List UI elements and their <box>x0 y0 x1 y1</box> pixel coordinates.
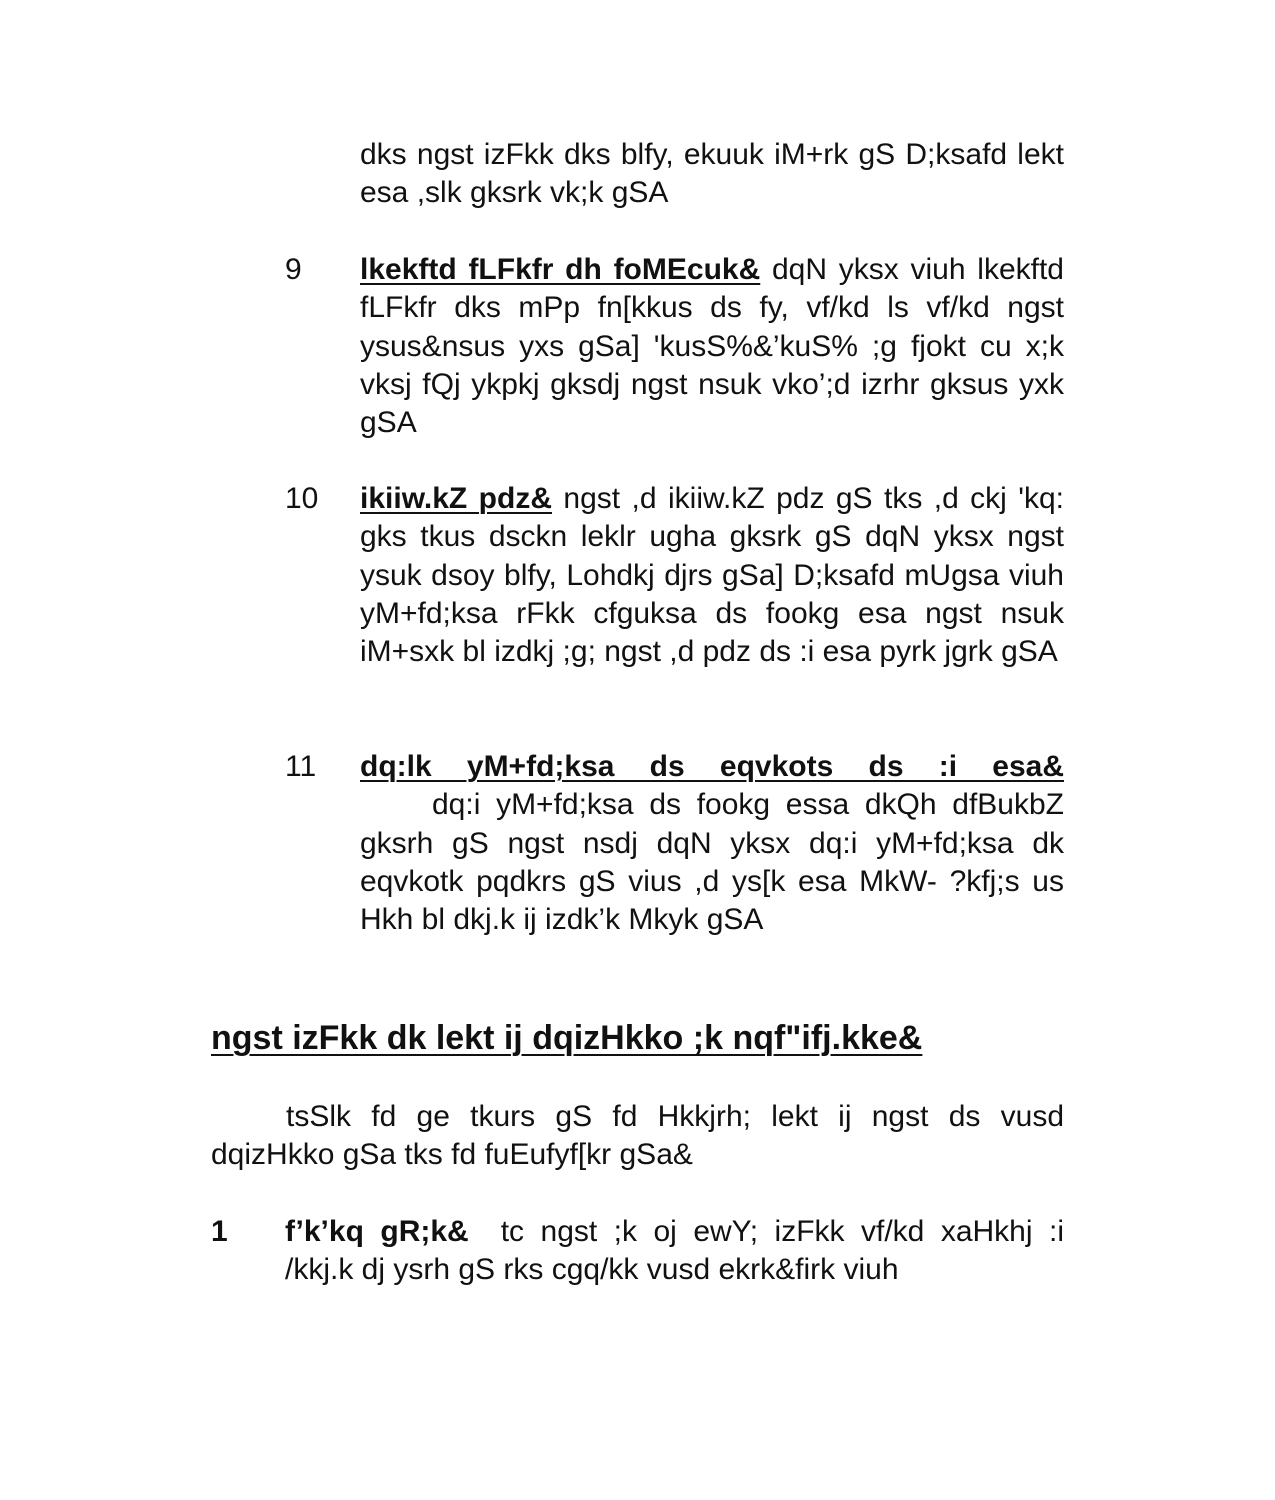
item-paragraph-10 <box>360 480 1064 671</box>
effect-number-1: 1 <box>211 1215 228 1248</box>
item-number-10: 10 <box>285 482 319 515</box>
intro-text: dks ngst izFkk dks blfy, ekuuk iM+rk gS D;ksafd lekt esa ,slk gksrk vk;k gSA <box>360 138 1064 210</box>
section-paragraph-text: tsSlk fd ge tkurs gS fd Hkkjrh; lekt ij ngst ds vusd dqizHkko gSa tks fd fuEufyf[kr gSa& <box>211 1100 1064 1172</box>
item-term-10: ikiiw.kZ pdz& <box>360 482 552 515</box>
item-term-9: lkekftd fLFkfr dh foMEcuk& <box>360 253 761 286</box>
effect-paragraph-1 <box>285 1213 1064 1290</box>
item-number-9: 9 <box>285 253 302 286</box>
item-body-11: dq:i yM+fd;ksa ds fookg essa dkQh dfBukbZ gksrh gS ngst nsdj dqN yksx dq:i yM+fd;ksa dk eqvkotk pqdkrs gS vius ,d ys[k esa MkW- ?kfj;s us Hkh bl dkj.k ij izdk’k Mkyk gSA <box>360 788 1064 937</box>
effect-body-1: tc ngst ;k oj ewY; izFkk vf/kd xaHkhj :i /kkj.k dj ysrh gS rks cgq/kk vusd ekrk&firk viuh <box>285 1215 1064 1287</box>
item-body-10: ngst ,d ikiiw.kZ pdz gS tks ,d ckj 'kq: gks tkus dsckn leklr ugha gksrk gS dqN yksx ngst ysuk dsoy blfy, Lohdkj djrs gSa] D;ksafd mUgsa viuh yM+fd;ksa rFkk cfguksa ds fookg esa ngst nsuk iM+sxk bl izdkj ;g; ngst ,d pdz ds :i esa pyrk jgrk gSA <box>360 482 1065 669</box>
item-paragraph-11 <box>360 748 1064 939</box>
item-body-9: dqN yksx viuh lkekftd fLFkfr dks mPp fn[kkus ds fy, vf/kd ls vf/kd ngst ysus&nsus yxs gSa] 'kusS%&’kuS% ;g fjokt cu x;k vksj fQj ykpkj gksdj ngst nsuk vko’;d izrhr gksus yxk gSA <box>360 253 1064 440</box>
item-number-11: 11 <box>285 750 317 783</box>
intro-paragraph <box>360 136 1064 213</box>
section-heading: ngst izFkk dk lekt ij dqizHkko ;k nqf"ifj.kke& <box>211 1019 923 1057</box>
item-paragraph-9 <box>360 251 1064 442</box>
item-term-11: dq:lk yM+fd;ksa ds eqvkots ds :i esa& <box>360 750 1064 783</box>
effect-term-1: f’k’kq gR;k& <box>285 1215 469 1248</box>
section-paragraph <box>211 1098 1064 1175</box>
